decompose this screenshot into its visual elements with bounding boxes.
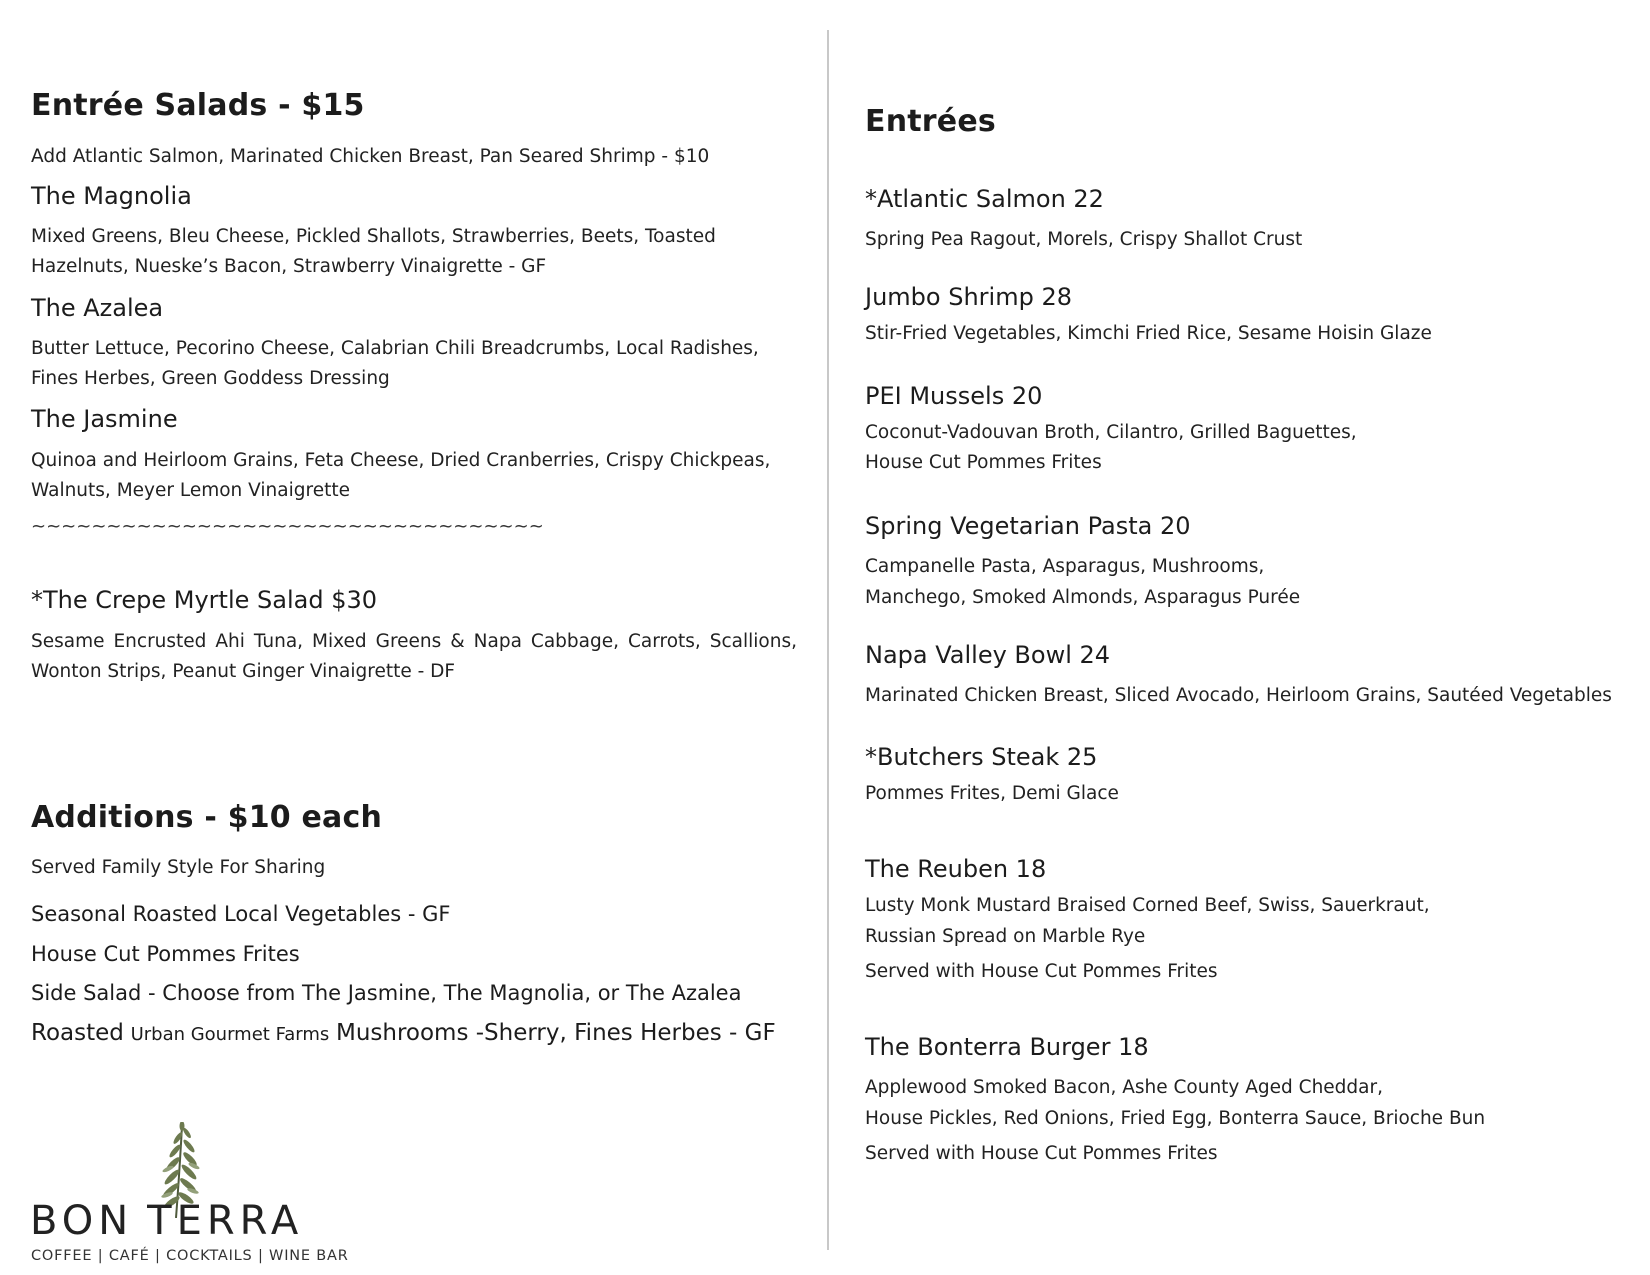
additions-note: Served Family Style For Sharing [31,857,326,878]
entree-desc: Stir-Fried Vegetables, Kimchi Fried Rice, Sesame Hoisin Glaze [865,323,1432,344]
section-separator: ~~~~~~~~~~~~~~~~~~~~~~~~~~~~~~~~~~ [31,516,544,537]
entrees-heading: Entrées [865,104,996,139]
entree-name: *Atlantic Salmon 22 [865,185,1104,213]
entree-desc: Manchego, Smoked Almonds, Asparagus Purée [865,587,1301,608]
entree-desc: Marinated Chicken Breast, Sliced Avocado, Heirloom Grains, Sautéed Vegetables [865,685,1612,706]
entree-name: *Butchers Steak 25 [865,743,1098,771]
addition-item: House Cut Pommes Frites [31,942,300,966]
salad-desc-jasmine: Quinoa and Heirloom Grains, Feta Cheese, Dried Cranberries, Crispy Chickpeas, Walnuts, Meyer Lemon Vinaigrette [31,450,771,501]
addition-item: Seasonal Roasted Local Vegetables - GF [31,902,451,926]
entree-desc: Lusty Monk Mustard Braised Corned Beef, Swiss, Sauerkraut, [865,895,1430,916]
addition-item-mushrooms [31,1020,776,1046]
entree-desc: Spring Pea Ragout, Morels, Crispy Shallot Crust [865,229,1303,250]
entree-name: Jumbo Shrimp 28 [865,283,1072,311]
entree-desc: House Cut Pommes Frites [865,452,1102,473]
entree-desc: Applewood Smoked Bacon, Ashe County Aged Cheddar, [865,1077,1383,1098]
additions-heading: Additions - $10 each [31,800,383,835]
entree-desc: Russian Spread on Marble Rye [865,926,1146,947]
entree-name: The Reuben 18 [865,855,1047,883]
bonterra-logo [30,1122,360,1262]
logo-tagline: COFFEE | CAFÉ | COCKTAILS | WINE BAR [31,1248,349,1264]
salad-name-jasmine: The Jasmine [31,405,178,433]
salad-name-azalea: The Azalea [31,294,164,322]
entree-desc: Campanelle Pasta, Asparagus, Mushrooms, [865,556,1265,577]
addition-item: Side Salad - Choose from The Jasmine, The Magnolia, or The Azalea [31,981,742,1005]
entree-name: Spring Vegetarian Pasta 20 [865,512,1191,540]
logo-word-b: TERRA [147,1198,304,1244]
logo-wordmark [30,1198,303,1244]
special-salad-desc: Sesame Encrusted Ahi Tuna, Mixed Greens & Napa Cabbage, Carrots, Scallions, Wonton Strips, Peanut Ginger Vinaigrette - DF [31,631,797,682]
entree-name: PEI Mussels 20 [865,382,1043,410]
salads-add-note: Add Atlantic Salmon, Marinated Chicken Breast, Pan Seared Shrimp - $10 [31,146,710,167]
entree-desc: House Pickles, Red Onions, Fried Egg, Bonterra Sauce, Brioche Bun [865,1108,1486,1129]
entree-desc: Coconut-Vadouvan Broth, Cilantro, Grilled Baguettes, [865,422,1357,443]
mushroom-farm: Urban Gourmet Farms [130,1024,330,1045]
logo-word-a: BON [30,1198,134,1244]
mushroom-pre: Roasted [31,1020,124,1046]
special-salad-name: *The Crepe Myrtle Salad $30 [31,586,377,614]
column-divider [827,30,829,1250]
salad-desc-magnolia: Mixed Greens, Bleu Cheese, Pickled Shallots, Strawberries, Beets, Toasted Hazelnuts, Nueske’s Bacon, Strawberry Vinaigrette - GF [31,226,716,277]
entree-served-note: Served with House Cut Pommes Frites [865,961,1218,982]
mushroom-post: Mushrooms -Sherry, Fines Herbes - GF [335,1020,776,1046]
salad-desc-azalea: Butter Lettuce, Pecorino Cheese, Calabrian Chili Breadcrumbs, Local Radishes, Fines Herbes, Green Goddess Dressing [31,338,759,389]
entree-name: Napa Valley Bowl 24 [865,641,1111,669]
entree-served-note: Served with House Cut Pommes Frites [865,1143,1218,1164]
salads-heading: Entrée Salads - $15 [31,88,365,123]
entree-name: The Bonterra Burger 18 [865,1033,1149,1061]
salad-name-magnolia: The Magnolia [31,182,192,210]
entree-desc: Pommes Frites, Demi Glace [865,783,1119,804]
